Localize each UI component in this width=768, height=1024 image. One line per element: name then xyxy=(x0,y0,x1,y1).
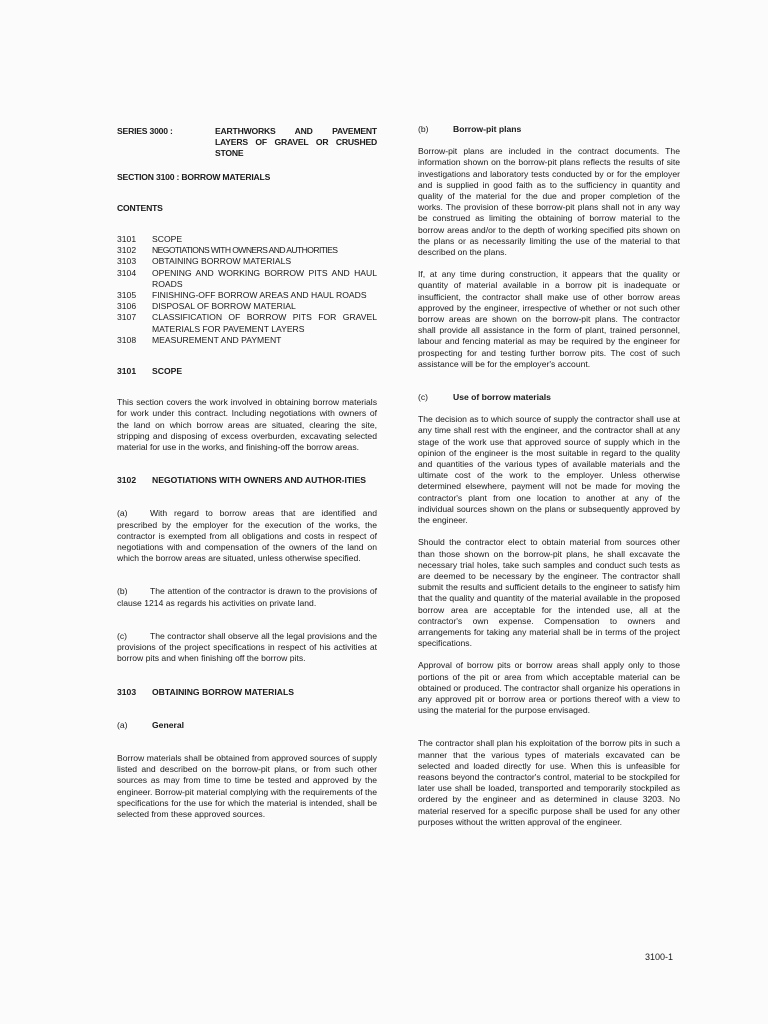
section-3103-c-heading: (c) Use of borrow materials xyxy=(418,392,551,403)
contents-item: 3102 NEGOTIATIONS WITH OWNERS AND AUTHORITIES xyxy=(117,245,338,256)
section-3103-c-p2: Should the contractor elect to obtain material from sources other than those shown on the borrow-pit plans, he shall excavate the necessary trial holes, take such samples and conduct such tests as are deemed to be necessary by the engineer. The contractor shall submit the results and sufficient details to the engineer to satisfy him that the quality and quantity of the material available in the proposed borrow area are acceptable for the intended use, all at the contractor's own expense. Compensation to owners and arrangements for taking any material shall be in terms of the project specifications. xyxy=(418,537,680,649)
section-3102-c: (c) The contractor shall observe all the legal provisions and the provisions of the project specifications in respect of his activities at borrow pits and when finishing off the borrow pits. xyxy=(117,630,377,664)
section-3103-c-p4: The contractor shall plan his exploitation of the borrow pits in such a manner that the various types of materials excavated can be selected and loaded directly for use. When this is unfeasible for reasons beyond the contractor's control, material to be stockpiled for later use shall be loaded, transported and temporarily stockpiled as ordered by the engineer and as determined in clause 3203. No material reserved for a specific purpose shall be used for any other purposes without the written approval of the engineer. xyxy=(418,738,680,827)
contents-item: 3108 MEASUREMENT AND PAYMENT xyxy=(117,334,282,345)
section-3102-b: (b) The attention of the contractor is drawn to the provisions of clause 1214 as regards his activities on private land. xyxy=(117,586,377,608)
section-3103-a-body: Borrow materials shall be obtained from approved sources of supply listed and described on the borrow-pit plans, or from such other sources as may from time to time be tested and approved by the engineer. Borrow-pit material complying with the requirements of the specifications for the use for which the material is intended, shall be selected from these approved sources. xyxy=(117,752,377,819)
section-3103-b-p1: Borrow-pit plans are included in the contract documents. The information shown on the borrow-pit plans reflects the results of site investigations and laboratory tests conducted by or for the employer and is supplied in good faith as to the sufficiency in quantity and quality of the material for the due and proper completion of the works. The provision of these borrow-pit plans shall not in any way be construed as limiting the obtaining of borrow material to the borrow areas and/or to the depth of working specified pits shown on the plans or as necessarily limiting the use of the material to that described on the plans. xyxy=(418,146,680,258)
section-3103-b-heading: (b) Borrow-pit plans xyxy=(418,124,522,134)
section-3103-a-heading: (a) General xyxy=(117,719,185,730)
left-column xyxy=(117,120,377,820)
contents-item: 3105 FINISHING-OFF BORROW AREAS AND HAUL ROADS xyxy=(117,290,367,301)
section-title: SECTION 3100 : BORROW MATERIALS xyxy=(117,171,271,182)
contents-item: 3106 DISPOSAL OF BORROW MATERIAL xyxy=(117,301,296,312)
contents-item: 3107 CLASSIFICATION OF BORROW PITS FOR GRAVEL MATERIALS FOR PAVEMENT LAYERS xyxy=(117,312,377,334)
page-number: 3100-1 xyxy=(645,952,674,962)
contents-item: 3103 OBTAINING BORROW MATERIALS xyxy=(117,256,292,267)
contents-heading: CONTENTS xyxy=(117,202,163,213)
section-3103-c-p1: The decision as to which source of supply the contractor shall use at any time shall rest with the engineer, and the contractor shall at any stage of the work use that approved source of supply which in the opinion of the engineer is the most suitable in regard to the quality and quantities of the various types of available materials and the ultimate cost of the work to the employer. Unless otherwise determined elsewhere, payment will not be made for moving the contractor's plant from one location to another at any of the individual sources shown on the plans or subsequently approved by the engineer. xyxy=(418,414,680,526)
section-3101-body: This section covers the work involved in obtaining borrow materials for work under this contract. Including negotiations with owners of the land on which borrow areas are situated, clearing the site, stripping and disposing of excess overburden, excavating selected material for use in the works, and finishing-off the borrow areas. xyxy=(117,397,377,453)
series-title: EARTHWORKS AND PAVEMENT LAYERS OF GRAVEL OR CRUSHED STONE xyxy=(215,126,377,159)
section-3102-heading: 3102 NEGOTIATIONS WITH OWNERS AND AUTHOR-ITIES xyxy=(117,475,367,486)
section-3103-heading: 3103 OBTAINING BORROW MATERIALS xyxy=(117,686,294,697)
section-3103-b-p2: If, at any time during construction, it appears that the quality or quantity of material available in a borrow pit is inadequate or insufficient, the contractor shall make use of other borrow areas approved by the engineer, irrespective of whether or not such other borrow areas are shown on the borrow-pit plans. The contractor shall provide all assistance in the form of plant, trained personnel, labour and fencing material as may be required by the engineer for prospecting for and testing further borrow pits. The cost of such assistance will be for the employer's account. xyxy=(418,269,680,369)
section-3103-c-p3: Approval of borrow pits or borrow areas shall apply only to those portions of the pit or area from which acceptable material can be obtained or produced. The contractor shall organize his operations in any approved pit or borrow area or portions thereof with a view to using the material for the purpose envisaged. xyxy=(418,660,680,716)
series-label: SERIES 3000 : xyxy=(117,126,173,136)
contents-item: 3104 OPENING AND WORKING BORROW PITS AND HAUL ROADS xyxy=(117,267,377,289)
right-column xyxy=(418,120,680,828)
section-3101-heading: 3101 SCOPE xyxy=(117,366,183,377)
section-3102-a: (a) With regard to borrow areas that are identified and prescribed by the employer for the execution of the works, the contractor is exempted from all obligations and costs in respect of negotiations with and compensation of the owners of the land on which the borrow areas are situated, unless otherwise specified. xyxy=(117,508,377,564)
contents-list xyxy=(117,234,377,346)
contents-item: 3101 SCOPE xyxy=(117,234,183,245)
series-heading xyxy=(117,126,377,160)
